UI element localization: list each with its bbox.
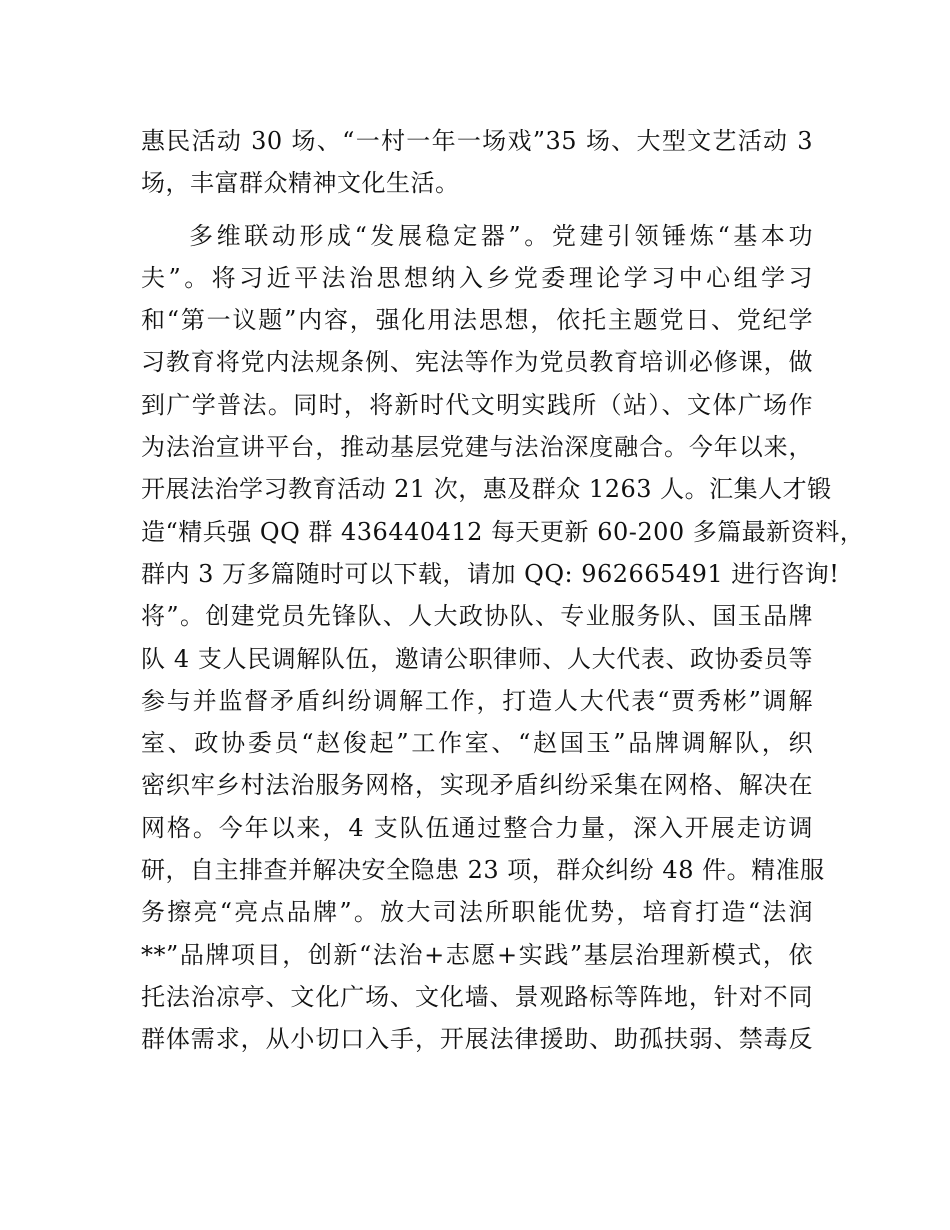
text-line: 参与并监督矛盾纠纷调解工作，打造人大代表“贾秀彬”调解 bbox=[141, 686, 813, 715]
text-line: 开展法治学习教育活动 21 次，惠及群众 1263 人。汇集人才锻 bbox=[141, 475, 832, 504]
text-line: 习教育将党内法规条例、宪法等作为党员教育培训必修课，做 bbox=[141, 348, 813, 377]
text-line: 惠民活动 30 场、“一村一年一场戏”35 场、大型文艺活动 3 bbox=[141, 127, 813, 155]
text-line: 群内 3 万多篇随时可以下载，请加 QQ: 962665491 进行咨询! bbox=[141, 559, 840, 588]
text-line: 多维联动形成“发展稳定器”。党建引领锤炼“基本功 bbox=[189, 221, 813, 250]
text-line: 和“第一议题”内容，强化用法思想，依托主题党日、党纪学 bbox=[141, 306, 813, 335]
paragraph-1 bbox=[141, 120, 813, 205]
document-body bbox=[141, 120, 865, 1061]
text-line: 群体需求，从小切口入手，开展法律援助、助孤扶弱、禁毒反 bbox=[141, 1025, 813, 1054]
text-line: 务擦亮“亮点品牌”。放大司法所职能优势，培育打造“法润 bbox=[141, 898, 813, 927]
text-line: 研，自主排查并解决安全隐患 23 项，群众纠纷 48 件。精准服 bbox=[141, 856, 825, 885]
text-line: 造“精兵强 QQ 群 436440412 每天更新 60-200 多篇最新资料， bbox=[141, 517, 865, 546]
text-line: 将”。创建党员先锋队、人大政协队、专业服务队、国玉品牌 bbox=[141, 602, 813, 631]
text-line: 网格。今年以来，4 支队伍通过整合力量，深入开展走访调 bbox=[141, 813, 813, 842]
text-line: 夫”。将习近平法治思想纳入乡党委理论学习中心组学习 bbox=[141, 263, 813, 292]
text-line: 队 4 支人民调解队伍，邀请公职律师、人大代表、政协委员等 bbox=[141, 644, 813, 673]
text-line: 室、政协委员“赵俊起”工作室、“赵国玉”品牌调解队，织 bbox=[141, 729, 813, 758]
text-line: 场，丰富群众精神文化生活。 bbox=[141, 169, 460, 198]
text-line: **”品牌项目，创新“法治+志愿+实践”基层治理新模式，依 bbox=[141, 940, 813, 969]
text-line: 密织牢乡村法治服务网格，实现矛盾纠纷采集在网格、解决在 bbox=[141, 771, 813, 800]
text-line: 为法治宣讲平台，推动基层党建与法治深度融合。今年以来， bbox=[141, 433, 813, 462]
text-line: 托法治凉亭、文化广场、文化墙、景观路标等阵地，针对不同 bbox=[141, 982, 813, 1011]
text-line: 到广学普法。同时，将新时代文明实践所（站）、文体广场作 bbox=[141, 390, 813, 419]
paragraph-spacer bbox=[141, 205, 813, 215]
paragraph-2 bbox=[141, 215, 865, 1061]
